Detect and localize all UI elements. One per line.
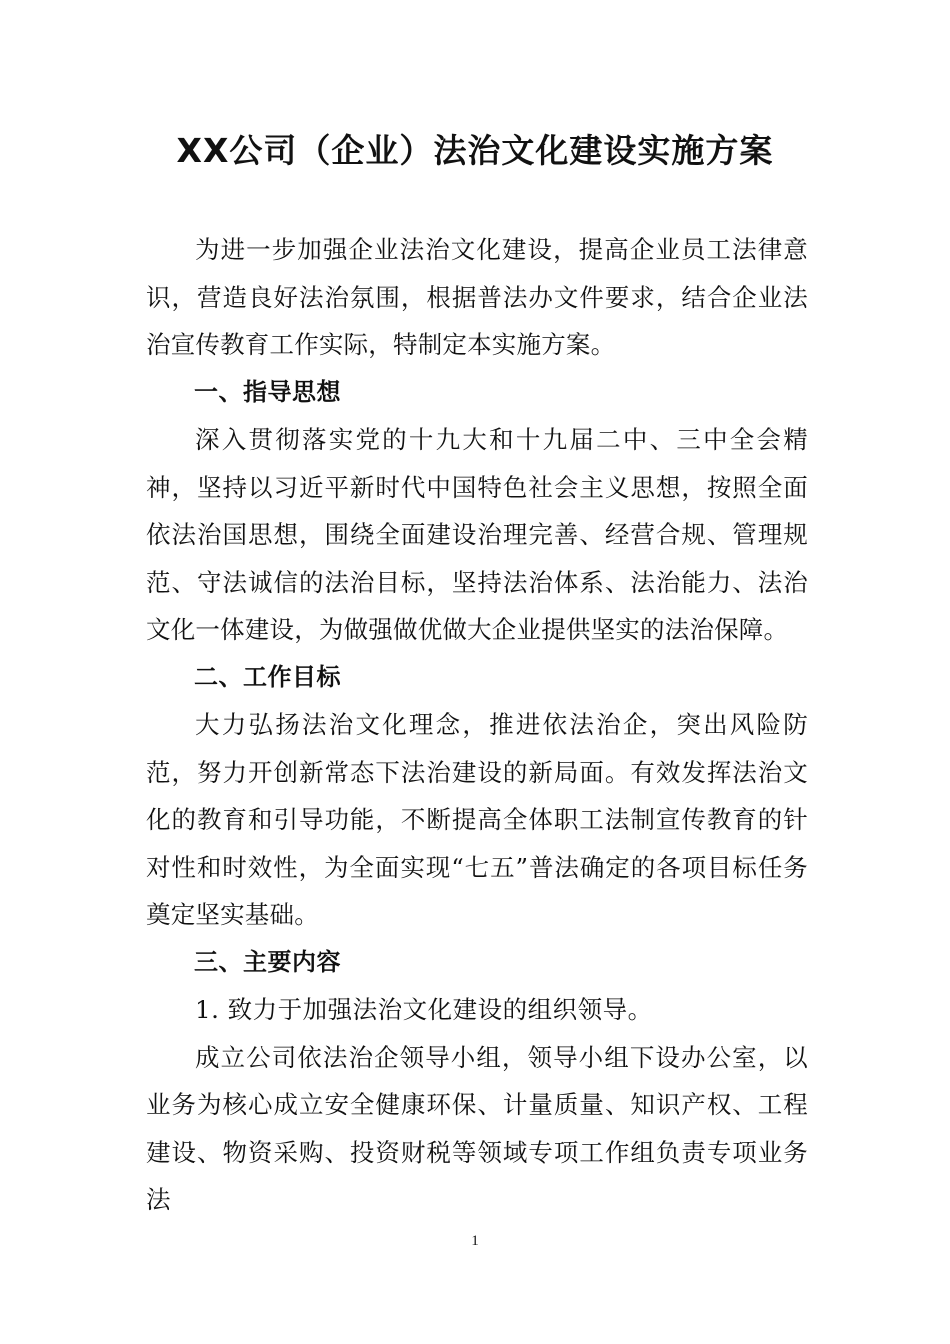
section-paragraph-main-content: 成立公司依法治企领导小组，领导小组下设办公室，以业务为核心成立安全健康环保、计量质量、知识产权、工程建设、物资采购、投资财税等领域专项工作组负责专项业务法	[146, 1042, 808, 1214]
section-heading-work-goals: 二、工作目标	[194, 662, 341, 691]
section-heading-guiding-ideology: 一、指导思想	[194, 377, 341, 406]
subsection-heading-organization: 1. 致力于加强法治文化建设的组织领导。	[195, 995, 653, 1024]
document-body	[146, 226, 808, 1224]
intro-paragraph: 为进一步加强企业法治文化建设，提高企业员工法律意识，营造良好法治氛围，根据普法办文件要求，结合企业法治宣传教育工作实际，特制定本实施方案。	[146, 235, 808, 359]
section-paragraph-work-goals: 大力弘扬法治文化理念，推进依法治企，突出风险防范，努力开创新常态下法治建设的新局面。有效发挥法治文化的教育和引导功能，不断提高全体职工法制宣传教育的针对性和时效性，为全面实现“七五”普法确定的各项目标任务奠定坚实基础。	[146, 710, 808, 929]
section-paragraph-guiding-ideology: 深入贯彻落实党的十九大和十九届二中、三中全会精神，坚持以习近平新时代中国特色社会主义思想，按照全面依法治国思想，围绕全面建设治理完善、经营合规、管理规范、守法诚信的法治目标，坚持法治体系、法治能力、法治文化一体建设，为做强做优做大企业提供坚实的法治保障。	[146, 425, 808, 644]
document-title: XX公司（企业）法治文化建设实施方案	[176, 131, 774, 170]
section-heading-main-content: 三、主要内容	[194, 947, 341, 976]
page-number: 1	[471, 1233, 479, 1249]
